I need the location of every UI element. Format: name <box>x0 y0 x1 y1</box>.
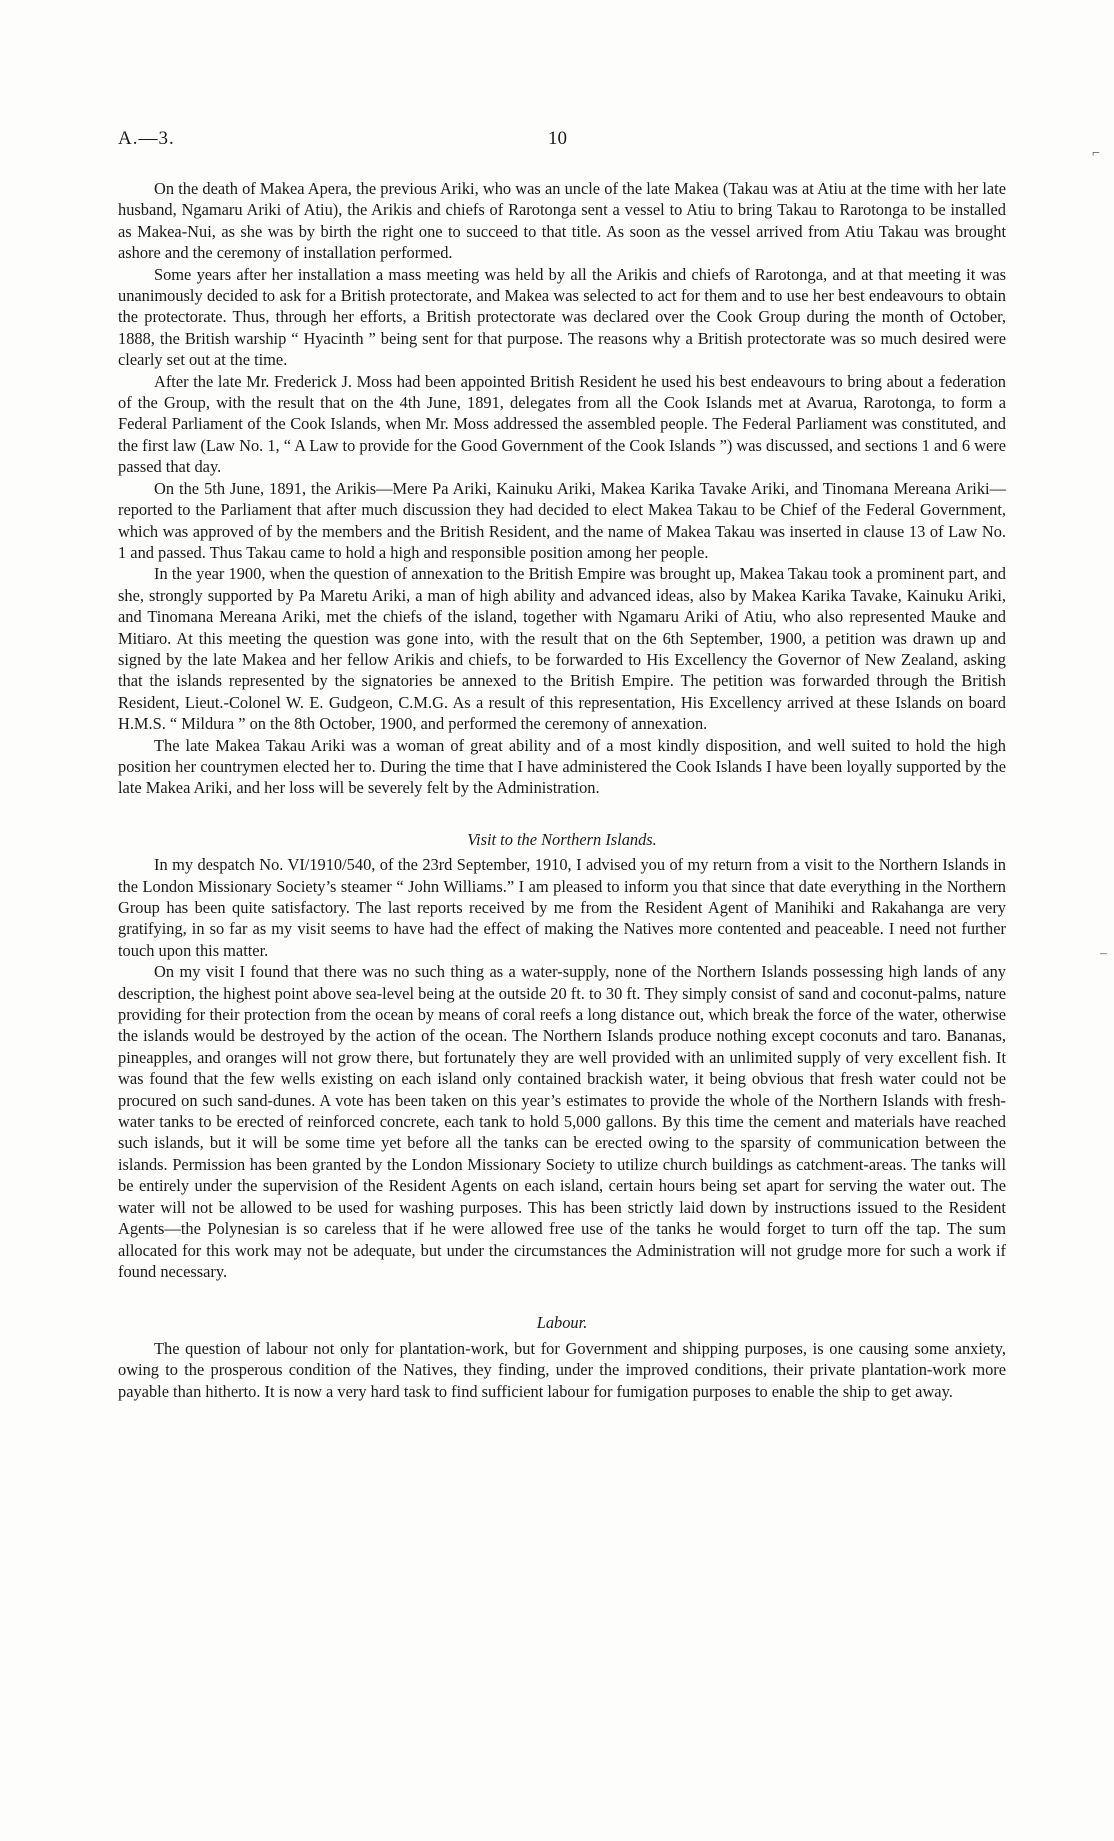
document-reference: A.—3. <box>118 128 175 149</box>
section-heading-labour: Labour. <box>536 1313 588 1333</box>
margin-mark: ⌐ <box>1092 146 1100 161</box>
margin-mark: – <box>1100 946 1107 961</box>
paragraph: In the year 1900, when the question of annexation to the British Empire was brought up, Makea Takau took a prominent part, and she, strongly supported by Pa Maretu Ariki, a man of high ability and advanced ideas, also by Makea Karika Tavake, Kainuku Ariki, and Tinomana Mereana Ariki, met the chiefs of the island, together with Ngamaru Ariki of Atiu, who also represented Mauke and Mitiaro. At this meeting the question was gone into, with the result that on the 6th September, 1900, a petition was drawn up and signed by the late Makea and her fellow Arikis and chiefs, to be forwarded to His Excellency the Governor of New Zealand, asking that the islands represented by the signatories be annexed to the British Empire. The petition was forwarded through the British Resident, Lieut.-Colonel W. E. Gudgeon, C.M.G. As a result of this representation, His Excellency arrived at these Islands on board H.M.S. “ Mildura ” on the 8th October, 1900, and performed the ceremony of annexation. <box>118 564 1006 734</box>
page-number: 10 <box>548 128 567 149</box>
document-body <box>118 178 1006 1402</box>
paragraph: The question of labour not only for plantation-work, but for Government and shipping purposes, is one causing some anxiety, owing to the prosperous condition of the Natives, they finding, under the improved conditions, their private plantation-work more payable than hitherto. It is now a very hard task to find sufficient labour for fumigation purposes to enable the ship to get away. <box>118 1338 1006 1401</box>
section-heading-northern-islands: Visit to the Northern Islands. <box>467 829 657 849</box>
page-header <box>118 128 998 158</box>
paragraph: On the death of Makea Apera, the previous Ariki, who was an uncle of the late Makea (Takau was at Atiu at the time with her late husband, Ngamaru Ariki of Atiu), the Arikis and chiefs of Rarotonga sent a vessel to Atiu to bring Takau to Rarotonga to be installed as Makea-Nui, as she was by birth the right one to succeed to that title. As soon as the vessel arrived from Atiu Takau was brought ashore and the ceremony of installation performed. <box>118 179 1006 263</box>
paragraph: The late Makea Takau Ariki was a woman of great ability and of a most kindly disposition, and well suited to hold the high position her countrymen elected her to. During the time that I have administered the Cook Islands I have been loyally supported by the late Makea Ariki, and her loss will be severely felt by the Administration. <box>118 735 1006 798</box>
paragraph: After the late Mr. Frederick J. Moss had been appointed British Resident he used his best endeavours to bring about a federation of the Group, with the result that on the 4th June, 1891, delegates from all the Cook Islands met at Avarua, Rarotonga, to form a Federal Parliament of the Cook Islands, when Mr. Moss addressed the assembled people. The Federal Parliament was constituted, and the first law (Law No. 1, “ A Law to provide for the Good Government of the Cook Islands ”) was discussed, and sections 1 and 6 were passed that day. <box>118 371 1006 477</box>
paragraph: In my despatch No. VI/1910/540, of the 23rd September, 1910, I advised you of my return from a visit to the Northern Islands in the London Missionary Society’s steamer “ John Williams.” I am pleased to inform you that since that date everything in the Northern Group has been quite satisfactory. The last reports received by me from the Resident Agent of Manihiki and Rakahanga are very gratifying, in so far as my visit seems to have had the effect of making the Natives more contented and peaceable. I need not further touch upon this matter. <box>118 855 1006 960</box>
paragraph: On my visit I found that there was no such thing as a water-supply, none of the Northern Islands possessing high lands of any description, the highest point above sea-level being at the outside 20 ft. to 30 ft. They simply consist of sand and coconut-palms, nature providing for their protection from the ocean by means of coral reefs a long distance out, which break the force of the water, otherwise the islands would be destroyed by the action of the ocean. The Northern Islands produce nothing except coconuts and taro. Bananas, pineapples, and oranges will not grow there, but fortunately they are well provided with an unlimited supply of very excellent fish. It was found that the few wells existing on each island only contained brackish water, it being obvious that fresh water could not be procured on such sand-dunes. A vote has been taken on this year’s estimates to provide the whole of the Northern Islands with fresh-water tanks to be erected of reinforced concrete, each tank to hold 5,000 gallons. By this time the cement and materials have reached such islands, but it will be some time yet before all the tanks can be erected owing to the sparsity of communication between the islands. Permission has been granted by the London Missionary Society to utilize church buildings as catchment-areas. The tanks will be entirely under the supervision of the Resident Agents on each island, certain hours being set apart for serving the water out. The water will not be allowed to be used for washing purposes. This has been strictly laid down by instructions issued to the Resident Agents—the Polynesian is so careless that if he were allowed free use of the tanks he would forget to turn off the tap. The sum allocated for this work may not be adequate, but under the circumstances the Administration will not grudge more for such a work if found necessary. <box>118 962 1006 1281</box>
paragraph: Some years after her installation a mass meeting was held by all the Arikis and chiefs of Rarotonga, and at that meeting it was unanimously decided to ask for a British protectorate, and Makea was selected to act for them and to use her best endeavours to obtain the protectorate. Thus, through her efforts, a British protectorate was declared over the Cook Group during the month of October, 1888, the British warship “ Hyacinth ” being sent for that purpose. The reasons why a British protectorate was so much desired were clearly set out at the time. <box>118 264 1006 370</box>
paragraph: On the 5th June, 1891, the Arikis—Mere Pa Ariki, Kainuku Ariki, Makea Karika Tavake Ariki, and Tinomana Mereana Ariki—reported to the Parliament that after much discussion they had decided to elect Makea Takau to be Chief of the Federal Government, which was approved of by the members and the British Resident, and the name of Makea Takau was inserted in clause 13 of Law No. 1 and passed. Thus Takau came to hold a high and responsible position among her people. <box>118 478 1006 562</box>
